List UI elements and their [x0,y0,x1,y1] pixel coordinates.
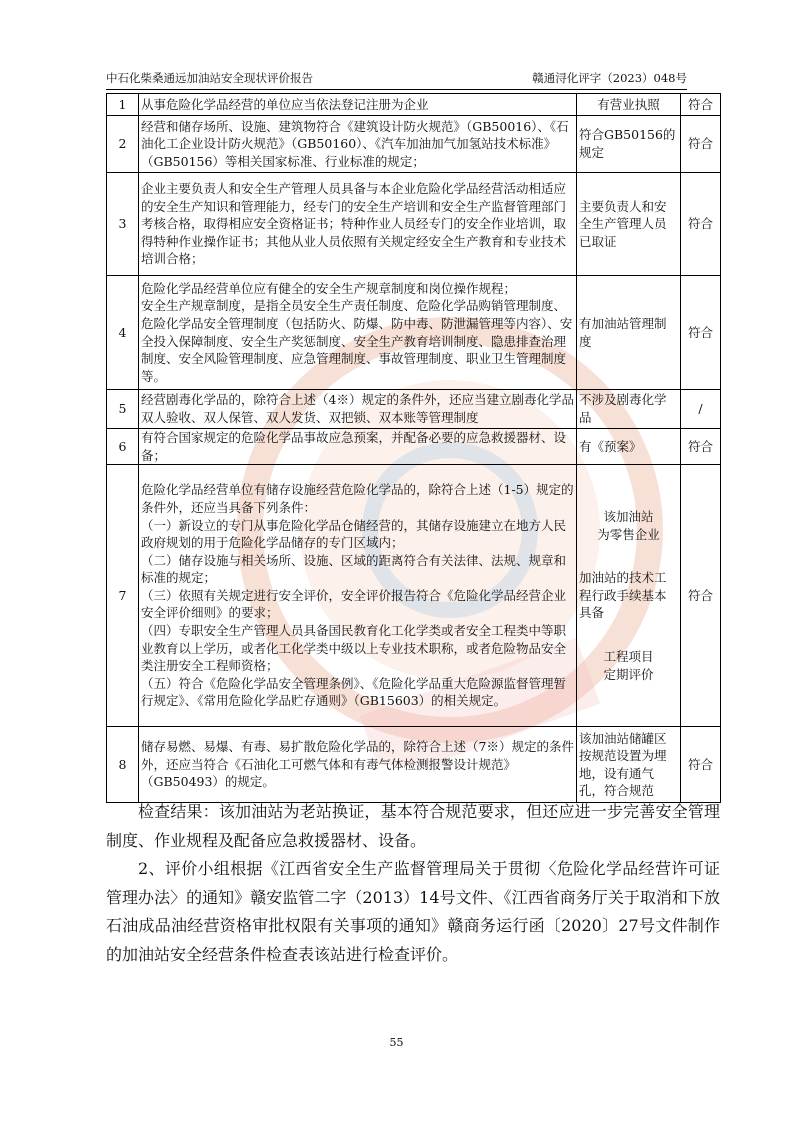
row-number: 7 [107,465,139,727]
actual-status [577,276,681,390]
check-item [139,727,577,803]
evaluation-basis-paragraph: 2、评价小组根据《江西省安全生产监督管理局关于贯彻〈危险化学品经营许可证管理办法〉的通知》赣安监管二字（2013）14号文件、《江西省商务厅关于取消和下放石油成品油经营资格审批权限有关事项的通知》赣商务运行函〔2020〕27号文件制作的加油站安全经营条件检查表该站进行检查评价。 [106,859,720,964]
status-line: 有加油站管理制度 [579,315,667,349]
check-item [139,173,577,276]
check-item [139,465,577,727]
status-line: 有《预案》 [579,438,642,454]
actual-status [577,390,681,429]
check-item [139,116,577,173]
page-number: 55 [389,1036,404,1049]
status-group [579,96,678,114]
status-group [579,508,678,543]
status-line: 符合GB50156的规定 [579,127,676,160]
check-item [139,429,577,465]
check-item-line: （三）依照有关规定进行安全评价，安全评价报告符合《危险化学品经营企业安全评价细则》的要求； [141,587,567,621]
table-row [107,116,721,173]
row-number: 2 [107,116,139,173]
check-item-line: 经营剧毒化学品的，除符合上述（4※）规定的条件外，还应当建立剧毒化学品双人验收、双人保管、双人发货、双把锁、双本账等管理制度 [141,392,574,425]
status-group [579,648,678,683]
actual-status [577,116,681,173]
check-item-line: 危险化学品经营单位应有健全的安全生产规章制度和岗位操作规程； [141,280,517,296]
check-item-line: 有符合国家规定的危险化学品事故应急预案，并配备必要的应急救援器材、设备； [141,430,567,463]
check-item-line: 危险化学品经营单位有储存设施经营危险化学品的，除符合上述（1-5）规定的条件外，还应当具备下列条件： [141,482,574,515]
status-group [579,198,678,251]
status-group [579,315,678,350]
row-number: 1 [107,94,139,116]
check-item-line: 从事危险化学品经营的单位应当依法登记注册为企业 [141,96,429,112]
actual-status [577,429,681,465]
actual-status [577,173,681,276]
actual-status [577,94,681,116]
status-line: 为零售企业 [597,526,660,542]
table-row [107,727,721,803]
status-line: 工程项目 [603,649,654,665]
table-row [107,276,721,390]
page-header [106,69,687,90]
row-number: 3 [107,173,139,276]
actual-status [577,465,681,727]
check-result: 符合 [681,276,721,390]
status-group [579,126,678,161]
status-group [579,438,678,456]
check-item-line: （四）专职安全生产管理人员具备国民教育化工化学类或者安全工程类中等职业教育以上学历，或者化工化学类中级以上专业技术职称，或者危险物品安全类注册安全工程师资格； [141,623,567,674]
status-line: 定期评价 [603,666,654,682]
check-item-line: 安全生产规章制度，是指全员安全生产责任制度、危险化学品购销管理制度、危险化学品安全管理制度（包括防火、防爆、防中毒、防泄漏管理等内容）、安全投入保障制度、安全生产奖惩制度、安全生产教育培训制度、隐患排查治理制度、安全风险管理制度、应急管理制度、事故管理制度、职业卫生管理制度等。 [141,298,573,384]
table-row [107,429,721,465]
actual-status [577,727,681,803]
check-table [106,93,721,803]
row-number: 5 [107,390,139,429]
check-result-paragraph: 检查结果：该加油站为老站换证，基本符合规范要求，但还应进一步完善安全管理制度、作业规程及配备应急救援器材、设备。 [106,802,720,850]
check-item-line: （二）储存设施与相关场所、设施、区域的距离符合有关法律、法规、规章和标准的规定； [141,552,567,586]
status-spacer [579,622,678,648]
status-group [579,730,678,800]
check-item-line: （五）符合《危险化学品安全管理条例》、《危险化学品重大危险源监督管理暂行规定》、《常用危险化学品贮存通则》（GB15603）的相关规定。 [141,675,567,709]
status-line: 该加油站 [603,509,654,525]
status-group [579,569,678,622]
check-result: / [681,390,721,429]
check-result: 符合 [681,429,721,465]
check-result: 符合 [681,727,721,803]
check-item [139,276,577,390]
check-result: 符合 [681,465,721,727]
row-number: 4 [107,276,139,390]
status-line: 该加油站储罐区按规范设置为埋地，设有通气孔，符合规范 [579,730,667,799]
check-result: 符合 [681,173,721,276]
check-item [139,94,577,116]
check-item-line: （一）新设立的专门从事危险化学品仓储经营的，其储存设施建立在地方人民政府规划的用于危险化学品储存的专门区域内； [141,517,567,551]
table-row [107,390,721,429]
check-item-line: 储存易燃、易爆、有毒、易扩散危险化学品的，除符合上述（7※）规定的条件外，还应当符合《石油化工可燃气体和有毒气体检测报警设计规范》（GB50493）的规定。 [141,739,574,790]
row-number: 6 [107,429,139,465]
check-result: 符合 [681,94,721,116]
check-item-line: 企业主要负责人和安全生产管理人员具备与本企业危险化学品经营活动相适应的安全生产知识和管理能力，经专门的安全生产培训和安全生产监督管理部门考核合格，取得相应安全资格证书；特种作业人员经专门的安全作业培训，取得特种作业操作证书；其他从业人员依照有关规定经安全生产教育和专业技术培训合格； [141,181,567,267]
table-row [107,173,721,276]
check-item-line: 经营和储存场所、设施、建筑物符合《建筑设计防火规范》（GB50016）、《石油化工企业设计防火规范》（GB50160）、《汽车加油加气加氢站技术标准》（GB50156）等相关国家标准、行业标准的规定； [141,118,569,169]
status-line: 有营业执照 [597,96,660,112]
status-group [579,391,678,426]
check-item [139,390,577,429]
report-title: 中石化柴桑通远加油站安全现状评价报告 [106,71,313,85]
status-line: 不涉及剧毒化学品 [579,392,667,425]
status-line: 加油站的技术工程行政手续基本具备 [579,570,667,621]
status-line: 主要负责人和安全生产管理人员已取证 [579,198,667,249]
status-spacer [579,543,678,569]
check-result: 符合 [681,116,721,173]
table-row [107,465,721,727]
report-number: 赣通浔化评字（2023）048号 [532,71,687,85]
row-number: 8 [107,727,139,803]
table-row [107,94,721,116]
